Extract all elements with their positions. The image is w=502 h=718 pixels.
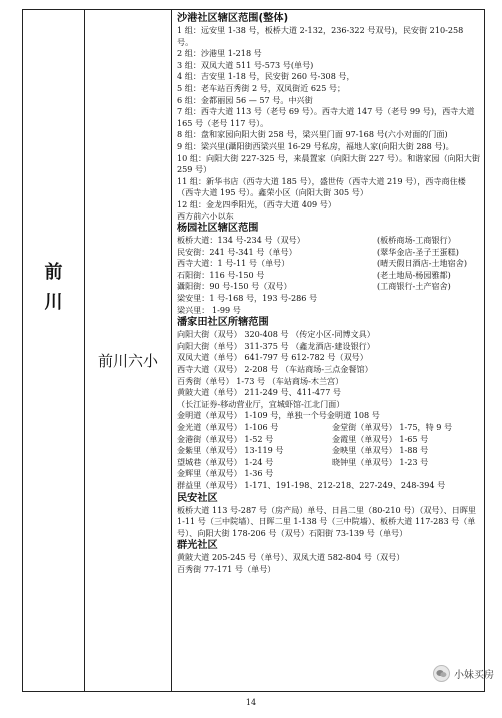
section-heading: 潘家田社区所辖范围 bbox=[177, 317, 269, 329]
section-heading: 沙港社区辖区范围(整体) bbox=[177, 13, 289, 24]
school-district-table bbox=[22, 9, 485, 692]
scope-line: 7 组：西寺大道 113 号（老号 69 号）。西寺大道 147 号（老号 99 号)，西寺大道 165 号（老号 117 号）。 bbox=[177, 106, 475, 128]
scope-right: 金堂街（单双号） 1-75，特 9 号 bbox=[332, 422, 453, 432]
scope-line: 群益里（单双号） 1-171、191-198、212-218、227-249、248-394 号 bbox=[177, 479, 446, 490]
scope-line: 1 组：远安里 1-38 号，板桥大道 2-132，236-322 号双号)，民安街 210-258 号。 bbox=[177, 25, 464, 47]
scope-right: (板桥商场-工商银行） bbox=[377, 235, 456, 246]
scope-row bbox=[177, 434, 481, 446]
scope-line: 百秀街（单号） 1-73 号 （车站商场-木兰宫） bbox=[177, 375, 344, 386]
scope-row bbox=[177, 457, 481, 469]
scope-line: 黄陂大道 205-245 号（单号）、双凤大道 582-804 号（双号） bbox=[177, 552, 405, 563]
scope-line: 8 组：盘和家园向阳大街 258 号，梁兴里门面 97-168 号(六小对面的门面) bbox=[177, 129, 448, 140]
section-heading: 杨园社区辖区范围 bbox=[177, 223, 259, 235]
scope-right: 金映里（单双号） 1-88 号 bbox=[332, 445, 429, 456]
scope-content bbox=[177, 12, 481, 576]
watermark bbox=[433, 665, 494, 682]
wechat-icon bbox=[433, 665, 450, 682]
scope-line: 双凤大道（单号） 641-797 号 612-782 号（双号） bbox=[177, 352, 368, 363]
scope-left: 灄阳街：90 号-150 号（双号） bbox=[177, 281, 292, 292]
scope-row bbox=[177, 235, 481, 247]
scope-line: 梁安里：1 号-168 号，193 号-286 号 bbox=[177, 293, 318, 304]
scope-line: （长江证券-移动营业厅，宜城虾馆-江北门面） bbox=[177, 398, 345, 409]
scope-line: 5 组：老车站百秀街 2 号，双凤街近 625 号； bbox=[177, 82, 346, 93]
scope-line: 3 组：双凤大道 511 号-573 号(单号) bbox=[177, 59, 314, 70]
scope-right: (翠华金店-圣子王蛋糕) bbox=[377, 246, 459, 257]
scope-left: 金光道（单双号） 1-106 号 bbox=[177, 422, 279, 432]
scope-line: 4 组：吉安里 1-18 号，民安街 260 号-308 号， bbox=[177, 71, 355, 82]
scope-row bbox=[177, 422, 481, 434]
scope-line: 板桥大道 113 号-287 号（房产局）单号、日昌二里（80-210 号）（双号）、日晖里 1-11 号（三中院墙）、日晖二里 1-138 号（三中院墙）、板桥大道 117-283 号（单号）、向阳大街 178-206 号（双号）石阳街 73-139 号（单号） bbox=[177, 504, 477, 538]
scope-left: 民安街：241 号-341 号（单号） bbox=[177, 246, 297, 257]
scope-line: 向阳大街（单号） 311-375 号 （鑫龙酒店-建设银行） bbox=[177, 340, 375, 351]
district-char: 前 bbox=[44, 262, 63, 283]
scope-left: 金紫里（单双号） 13-119 号 bbox=[177, 445, 284, 456]
scope-line: 黄陂大道（单号） 211-249 号、411-477 号 bbox=[177, 387, 342, 398]
scope-line: 9 组：梁兴里(灄阳街西梁兴里 16-29 号私房，福地人家(向阳大街 288 号)。 bbox=[177, 140, 454, 151]
scope-row bbox=[177, 281, 481, 293]
scope-left: 望城巷（单双号） 1-24 号 bbox=[177, 456, 274, 467]
scope-row bbox=[177, 445, 481, 457]
scope-right: 晓钟里（单双号） 1-23 号 bbox=[332, 456, 429, 467]
scope-line: 2 组：沙港里 1-218 号 bbox=[177, 48, 262, 59]
scope-line: 西方前六小以东 bbox=[177, 210, 234, 221]
scope-line: 10 组：向阳大街 227-325 号，来晨置家（向阳大街 227 号）。和谐家园（向阳大街 259 号） bbox=[177, 152, 480, 175]
scope-line: 梁兴里： 1-99 号 bbox=[177, 304, 241, 315]
watermark-text: 小妹买房 bbox=[454, 670, 494, 681]
scope-line: 西寺大道（双号） 2-208 号 （车站商场-三点金餐馆） bbox=[177, 364, 373, 375]
scope-line: 金辉里（单双号） 1-36 号 bbox=[177, 468, 274, 479]
scope-cell bbox=[172, 10, 484, 691]
scope-line: 金明道（单双号） 1-109 号，单独一个号金明道 108 号 bbox=[177, 410, 380, 421]
scope-left: 金港街（单双号） 1-52 号 bbox=[177, 433, 274, 444]
scope-left: 石阳街：116 号-150 号 bbox=[177, 269, 265, 280]
scope-row bbox=[177, 270, 481, 282]
scope-row bbox=[177, 258, 481, 270]
scope-right: (老土地局-杨园雅都) bbox=[377, 269, 451, 280]
district-name bbox=[23, 258, 84, 318]
district-char: 川 bbox=[44, 292, 63, 313]
scope-right: (工商银行-土产宿舍) bbox=[377, 281, 451, 292]
page-number: 14 bbox=[245, 698, 257, 707]
school-name: 前川六小 bbox=[97, 352, 158, 370]
scope-left: 西寺大道：1 号-11 号（单号） bbox=[177, 258, 290, 269]
section-heading: 群光社区 bbox=[177, 540, 218, 552]
scope-line: 百秀街 77-171 号（单号） bbox=[177, 563, 276, 574]
scope-left: 板桥大道：134 号-234 号（双号） bbox=[177, 235, 305, 246]
school-cell bbox=[85, 10, 172, 691]
scope-line: 12 组：金龙四季阳光，（西寺大道 409 号） bbox=[177, 198, 336, 209]
scope-line: 11 组：新华书店（西寺大道 185 号），盛世传（西寺大道 219 号），西寺商住楼（西寺大道 195 号）。鑫荣小区（向阳大街 305 号） bbox=[177, 175, 466, 198]
scope-row bbox=[177, 247, 481, 259]
scope-line: 6 组：金都丽园 56 — 57 号。中兴街 bbox=[177, 94, 313, 105]
section-heading: 民安社区 bbox=[177, 492, 218, 504]
district-cell bbox=[23, 10, 85, 691]
scope-line: 向阳大街（双号） 320-408 号 （传定小区-同博文具） bbox=[177, 329, 375, 340]
scope-right: (晴天假日酒店-土地宿舍) bbox=[377, 258, 467, 269]
scope-right: 金霞里（单双号） 1-65 号 bbox=[332, 433, 429, 444]
